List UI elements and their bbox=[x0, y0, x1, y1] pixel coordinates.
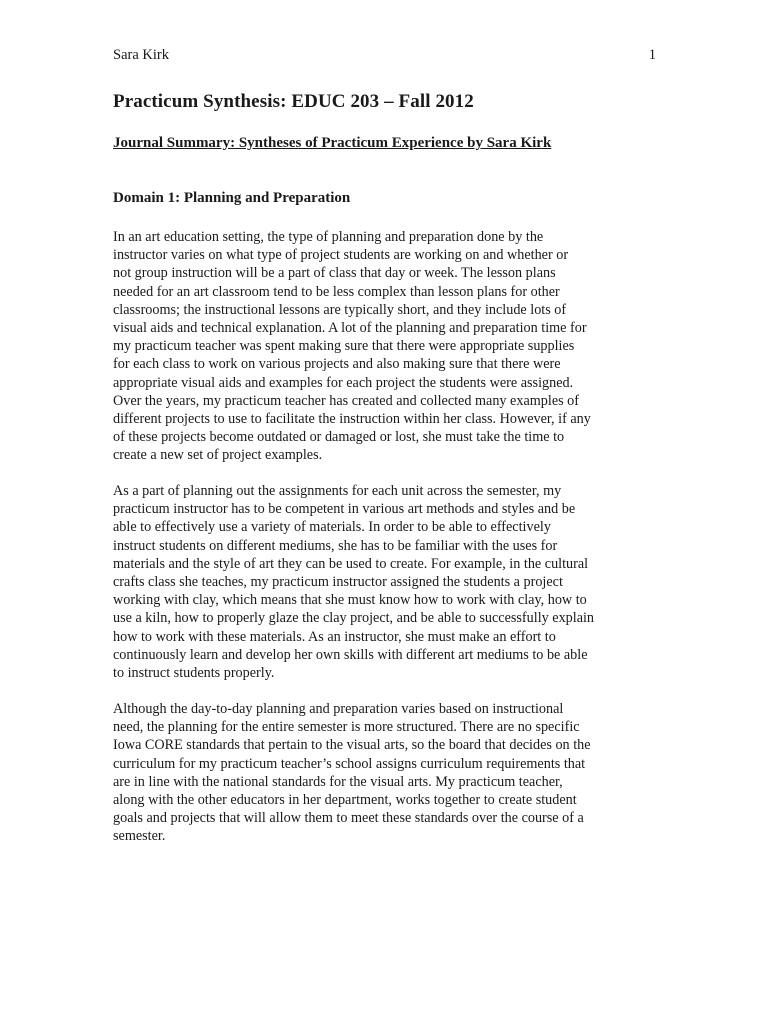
paragraph-line: instructor varies on what type of project students are working on and whether or bbox=[113, 247, 569, 264]
paragraph-line: how to work with these materials. As an instructor, she must make an effort to bbox=[113, 628, 556, 645]
paragraph-line: visual aids and technical explanation. A lot of the planning and preparation time for bbox=[113, 320, 587, 337]
paragraph-line: to instruct students properly. bbox=[113, 665, 275, 682]
paragraph-line: needed for an art classroom tend to be less complex than lesson plans for other bbox=[113, 283, 560, 300]
paragraph-line: instruct students on different mediums, she has to be familiar with the uses for bbox=[113, 537, 558, 554]
running-header bbox=[113, 47, 656, 67]
paragraph-line: different projects to use to facilitate the instruction within her class. However, if any bbox=[113, 411, 591, 428]
paragraph-line: classrooms; the instructional lessons are typically short, and they include lots of bbox=[113, 301, 567, 318]
paragraph-line: my practicum teacher was spent making sure that there were appropriate supplies bbox=[113, 338, 575, 355]
paragraph-line: continuously learn and develop her own skills with different art mediums to be able bbox=[113, 646, 588, 663]
paragraph-line: semester. bbox=[113, 828, 166, 845]
paragraph-line: not group instruction will be a part of class that day or week. The lesson plans bbox=[113, 265, 556, 282]
paragraph-1 bbox=[113, 228, 658, 465]
paragraph-line: use a kiln, how to properly glaze the clay project, and be able to successfully explain bbox=[113, 610, 595, 627]
paragraph-2 bbox=[113, 482, 658, 682]
paragraph-line: Over the years, my practicum teacher has created and collected many examples of bbox=[113, 392, 579, 409]
paragraph-line: materials and the style of art they can be used to create. For example, in the cultural bbox=[113, 555, 589, 572]
paragraph-line: goals and projects that will allow them to meet these standards over the course of a bbox=[113, 810, 584, 827]
paragraph-line: Although the day-to-day planning and preparation varies based on instructional bbox=[113, 701, 564, 717]
paragraph-line: of these projects become outdated or damaged or lost, she must take the time to bbox=[113, 429, 565, 446]
paragraph-line: practicum instructor has to be competent in various art methods and styles and be bbox=[113, 501, 576, 518]
document-subtitle: Journal Summary: Syntheses of Practicum Experience by Sara Kirk bbox=[113, 135, 552, 151]
paragraph-line: create a new set of project examples. bbox=[113, 447, 323, 464]
header-author: Sara Kirk bbox=[113, 47, 169, 63]
paragraph-line: appropriate visual aids and examples for each project the students were assigned. bbox=[113, 374, 574, 391]
paragraph-line: In an art education setting, the type of planning and preparation done by the bbox=[113, 229, 544, 245]
page-number: 1 bbox=[648, 47, 656, 63]
paragraph-line: for each class to work on various projects and also making sure that there were bbox=[113, 356, 561, 373]
paragraph-line: crafts class she teaches, my practicum instructor assigned the students a project bbox=[113, 574, 563, 591]
paragraph-line: As a part of planning out the assignments for each unit across the semester, my bbox=[113, 483, 562, 499]
paragraph-line: along with the other educators in her department, works together to create student bbox=[113, 792, 577, 809]
paragraph-line: working with clay, which means that she must know how to work with clay, how to bbox=[113, 592, 587, 609]
document-title: Practicum Synthesis: EDUC 203 – Fall 2012 bbox=[113, 91, 474, 112]
paragraph-line: Iowa CORE standards that pertain to the visual arts, so the board that decides on the bbox=[113, 737, 591, 754]
paragraph-line: curriculum for my practicum teacher’s school assigns curriculum requirements that bbox=[113, 755, 586, 772]
paragraph-line: need, the planning for the entire semester is more structured. There are no specific bbox=[113, 719, 580, 736]
paragraph-line: are in line with the national standards for the visual arts. My practicum teacher, bbox=[113, 773, 563, 790]
section-heading: Domain 1: Planning and Preparation bbox=[113, 190, 351, 206]
paragraph-line: able to effectively use a variety of materials. In order to be able to effectively bbox=[113, 519, 551, 536]
paragraph-3 bbox=[113, 700, 658, 846]
